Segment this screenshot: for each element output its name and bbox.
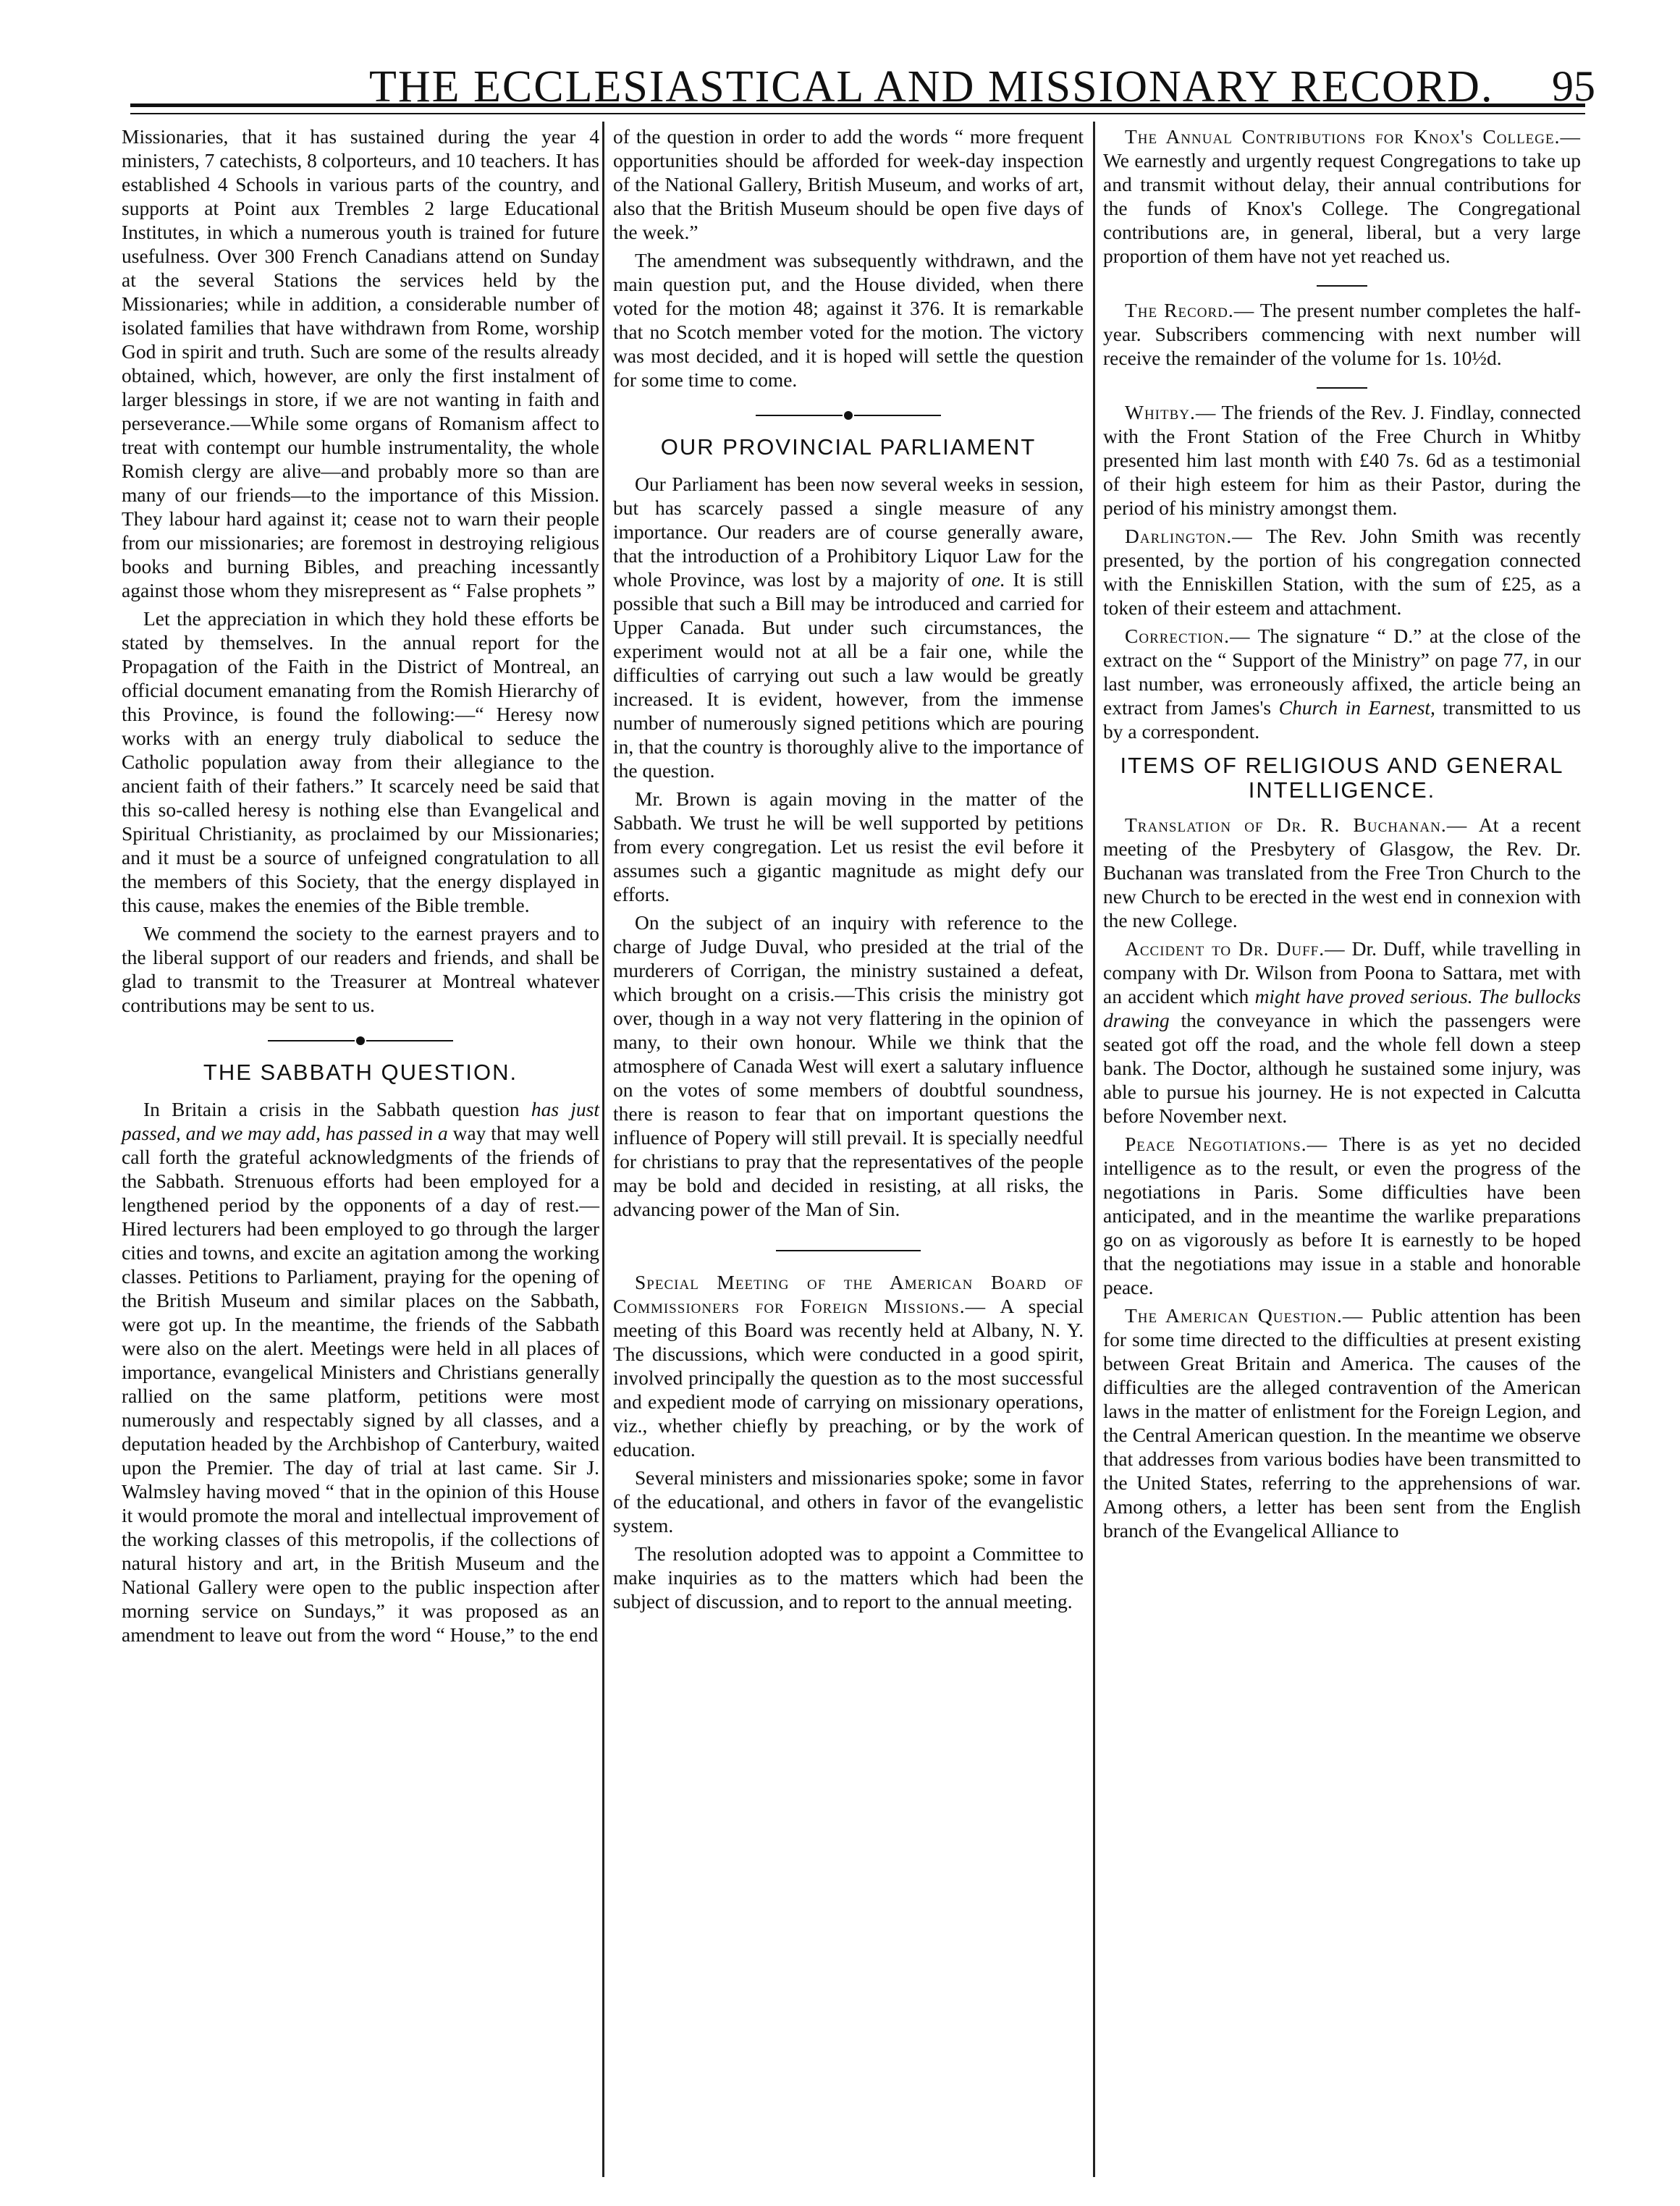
record-notice: The Record.— The present number completes the half-year. Subscribers commencing with next number will receive the remainder of the volume for 1s. 10½d. <box>1103 299 1581 369</box>
column-rule-1 <box>602 122 604 2177</box>
page-number: 95 <box>1552 62 1595 110</box>
sabbath-paragraph: In Britain a crisis in the Sabbath question has just passed, and we may add, has passed in a way that may well call forth the grateful acknowledgments of the friends of the Sabbath. Strenuous efforts had been employed for a lengthened period by the opponents of a day of rest.—Hired lecturers had been employed to go through the larger cities and towns, and excite an agitation among the working classes. Petitions to Parliament, praying for the opening of the British Museum and similar places on the Sabbath, were got up. In the meantime, the friends of the Sabbath were also on the alert. Meetings were held in all places of importance, evangelical Ministers and Christians generally rallied on the same platform, petitions were most numerously and respectably signed by all classes, and a deputation headed by the Archbishop of Canterbury, waited upon the Premier. The day of trial at last came. Sir J. Walmsley having moved “ that in the opinion of this House it would promote the moral and intellectual improvement of the working classes of this metropolis, if the collections of natural history and art, in the British Museum and the National Gallery were open to the public inspection after morning service on Sundays,” it was proposed as an amendment to leave out from the word “ House,” to the end <box>122 1098 600 1646</box>
items-intelligence-heading: ITEMS OF RELIGIOUS AND GENERAL INTELLIGENCE. <box>1120 753 1564 803</box>
special-meeting-paragraph: Special Meeting of the American Board of Commissioners for Foreign Missions.— A special meeting of this Board was recently held at Albany, N. Y. The discussions, which were conducted in a good spirit, involved principally the question as to the most successful and expedient mode of carrying on missionary operations, viz., whether chiefly by preaching, or by the work of education. <box>613 1271 1084 1461</box>
peace-notice: Peace Negotiations.— There is as yet no decided intelligence as to the result, or even the progress of the negotiations in Paris. Some difficulties have been anticipated, and in the meantime the warlike preparations go on as vigorously as before It is earnestly to be hoped that the negotiations may issue in a stable and honorable peace. <box>1103 1133 1581 1298</box>
darlington-notice: Darlington.— The Rev. John Smith was recently presented, by the portion of his congregation connected with the Enniskillen Station, with the sum of £25, as a token of their esteem and attachment. <box>1103 525 1581 619</box>
section-divider <box>613 407 1084 421</box>
short-rule <box>1103 379 1581 389</box>
mission-paragraph-3: We commend the society to the earnest prayers and to the liberal support of our readers and friends, and shall be glad to transmit to the Treasurer at Montreal whatever contributions may be sent to us. <box>122 922 599 1016</box>
column-middle <box>613 124 1084 1618</box>
mission-paragraph-2: Let the appreciation in which they hold these efforts be stated by themselves. In the annual report for the Propagation of the Faith in the District of Montreal, an official document emanating from the Romish Hierarchy of this Province, is found the following:—“ Heresy now works with an energy truly diabolical to seduce the Catholic population away from their allegiance to the ancient faith of their fathers.” It scarcely need be said that this so-called heresy is nothing else than Evangelical and Spiritual Christianity, as proclaimed by our Missionaries; and it must be a source of unfeigned congratulation to all the members of this Society, that the energy displayed in this cause, makes the enemies of the Bible tremble. <box>122 607 599 916</box>
mission-paragraph-1: Missionaries, that it has sustained during the year 4 ministers, 7 catechists, 8 colporteurs, and 10 teachers. It has established 4 Schools in various parts of the country, and supports at Point aux Trembles 2 large Educational Institutes, in which a numerous youth is trained for future usefulness. Over 300 French Canadians attend on Sunday at the several Stations the services held by the Missionaries; while in addition, a considerable number of isolated families that have withdrawn from Rome, worship God in spirit and truth. Such are some of the results already obtained, which, however, are only the first instalment of larger blessings in store, if we are not wanting in faith and perseverance.—While some organs of Romanism affect to treat with contempt our humble instrumentality, the whole Romish clergy are alive—and probably more so than are many of our friends—to the importance of this Mission. They labour hard against it; cease not to warn their people from our missionaries; are foremost in destroying religious books and burning Bibles, and preaching incessantly against those whom they misrepresent as “ False prophets ” <box>122 125 599 601</box>
american-question-notice: The American Question.— Public attention has been for some time directed to the difficulties at present existing between Great Britain and America. The causes of the difficulties are the alleged contravention of the American laws in the matter of enlistment for the Foreign Legion, and the Central American question. In the meantime we observe that addresses from various bodies have been transmitted to the United States, referring to the apprehensions of war. Among others, a letter has been sent from the English branch of the Evangelical Alliance to <box>1103 1304 1582 1542</box>
running-title: THE ECCLESIASTICAL AND MISSIONARY RECORD. <box>369 62 1494 111</box>
sabbath-question-heading: THE SABBATH QUESTION. <box>203 1060 518 1085</box>
column-rule-2 <box>1093 122 1095 2177</box>
header-rule-thick <box>130 103 1585 107</box>
knox-college-notice: The Annual Contributions for Knox's College.— We earnestly and urgently request Congregations to take up and transmit without delay, their annual contributions for the funds of Knox's College. The Congregational contributions are, in general, liberal, but a very large proportion of them have not yet reached us. <box>1103 125 1581 267</box>
correction-notice: Correction.— The signature “ D.” at the close of the extract on the “ Support of the Ministry” on page 77, in our last number, was erroneously affixed, the article being an extract from James's Church in Earnest, transmitted to us by a correspondent. <box>1103 625 1581 743</box>
amendment-paragraph: of the question in order to add the words “ more frequent opportunities should be afforded for week-day inspection of the National Gallery, British Museum, and works of art, also that the British Museum should be open five days of the week.” <box>613 125 1084 243</box>
column-right <box>1103 124 1581 1547</box>
parliament-paragraph-2: Mr. Brown is again moving in the matter of the Sabbath. We trust he will be well supported by petitions from every congregation. Let us resist the evil before it assumes such a gigantic magnitude as might defy our efforts. <box>613 787 1084 905</box>
whitby-notice: Whitby.— The friends of the Rev. J. Findlay, connected with the Front Station of the Free Church in Whitby presented him last month with £40 7s. 6d as a testimonial of their high esteem for him as their Pastor, during the period of his ministry amongst them. <box>1103 401 1581 519</box>
division-paragraph: The amendment was subsequently withdrawn, and the main question put, and the House divided, when there voted for the motion 48; against it 376. It is remarkable that no Scotch member voted for the motion. The victory was most decided, and it is hoped will settle the question for some time to come. <box>613 249 1084 391</box>
ministers-paragraph: Several ministers and missionaries spoke; some in favor of the educational, and others in favor of the evangelistic system. <box>613 1466 1084 1537</box>
column-left <box>122 124 599 1651</box>
header-rule-thin <box>130 113 1585 114</box>
section-divider <box>122 1033 599 1046</box>
short-rule <box>613 1241 1084 1251</box>
parliament-paragraph-1: Our Parliament has been now several weeks in session, but has scarcely passed a single measure of any importance. Our readers are of course generally aware, that the introduction of a Prohibitory Liquor Law for the whole Province, was lost by a majority of one. It is still possible that such a Bill may be introduced and carried for Upper Canada. But under such circumstances, the experiment would not at all be a fair one, while the difficulties of carrying out such a law would be greatly increased. It is evident, however, from the immense number of numerously signed petitions which are pouring in, that the country is thoroughly alive to the importance of the question. <box>613 473 1084 782</box>
provincial-parliament-heading: OUR PROVINCIAL PARLIAMENT <box>660 434 1037 460</box>
resolution-paragraph: The resolution adopted was to appoint a Committee to make inquiries as to the matters which had been the subject of discussion, and to report to the annual meeting. <box>613 1542 1084 1613</box>
short-rule <box>1103 276 1581 287</box>
translation-notice: Translation of Dr. R. Buchanan.— At a recent meeting of the Presbytery of Glasgow, the Rev. Dr. Buchanan was translated from the Free Tron Church to the new Church to be erected in the west end in connexion with the new College. <box>1103 813 1581 931</box>
parliament-paragraph-3: On the subject of an inquiry with reference to the charge of Judge Duval, who presided at the trial of the murderers of Corrigan, the ministry sustained a defeat, which brought on a crisis.—This crisis the ministry got over, though in a way not very flattering in the opinion of many, to their own honour. While we think that the atmosphere of Canada West will exert a salutary influence on the votes of some members of doubtful soundness, there is reason to fear that on important questions the influence of Popery will still prevail. It is specially needful for christians to pray that the representatives of the people may be bold and decided in resisting, at all risks, the advancing power of the Man of Sin. <box>613 911 1084 1220</box>
page-header <box>109 40 1600 112</box>
accident-notice: Accident to Dr. Duff.— Dr. Duff, while travelling in company with Dr. Wilson from Poona to Sattara, met with an accident which might have proved serious. The bullocks drawing the conveyance in which the passengers were seated got off the road, and the whole fell down a steep bank. The Doctor, although he sustained some injury, was able to pursue his journey. He is not expected in Calcutta before November next. <box>1103 937 1582 1127</box>
